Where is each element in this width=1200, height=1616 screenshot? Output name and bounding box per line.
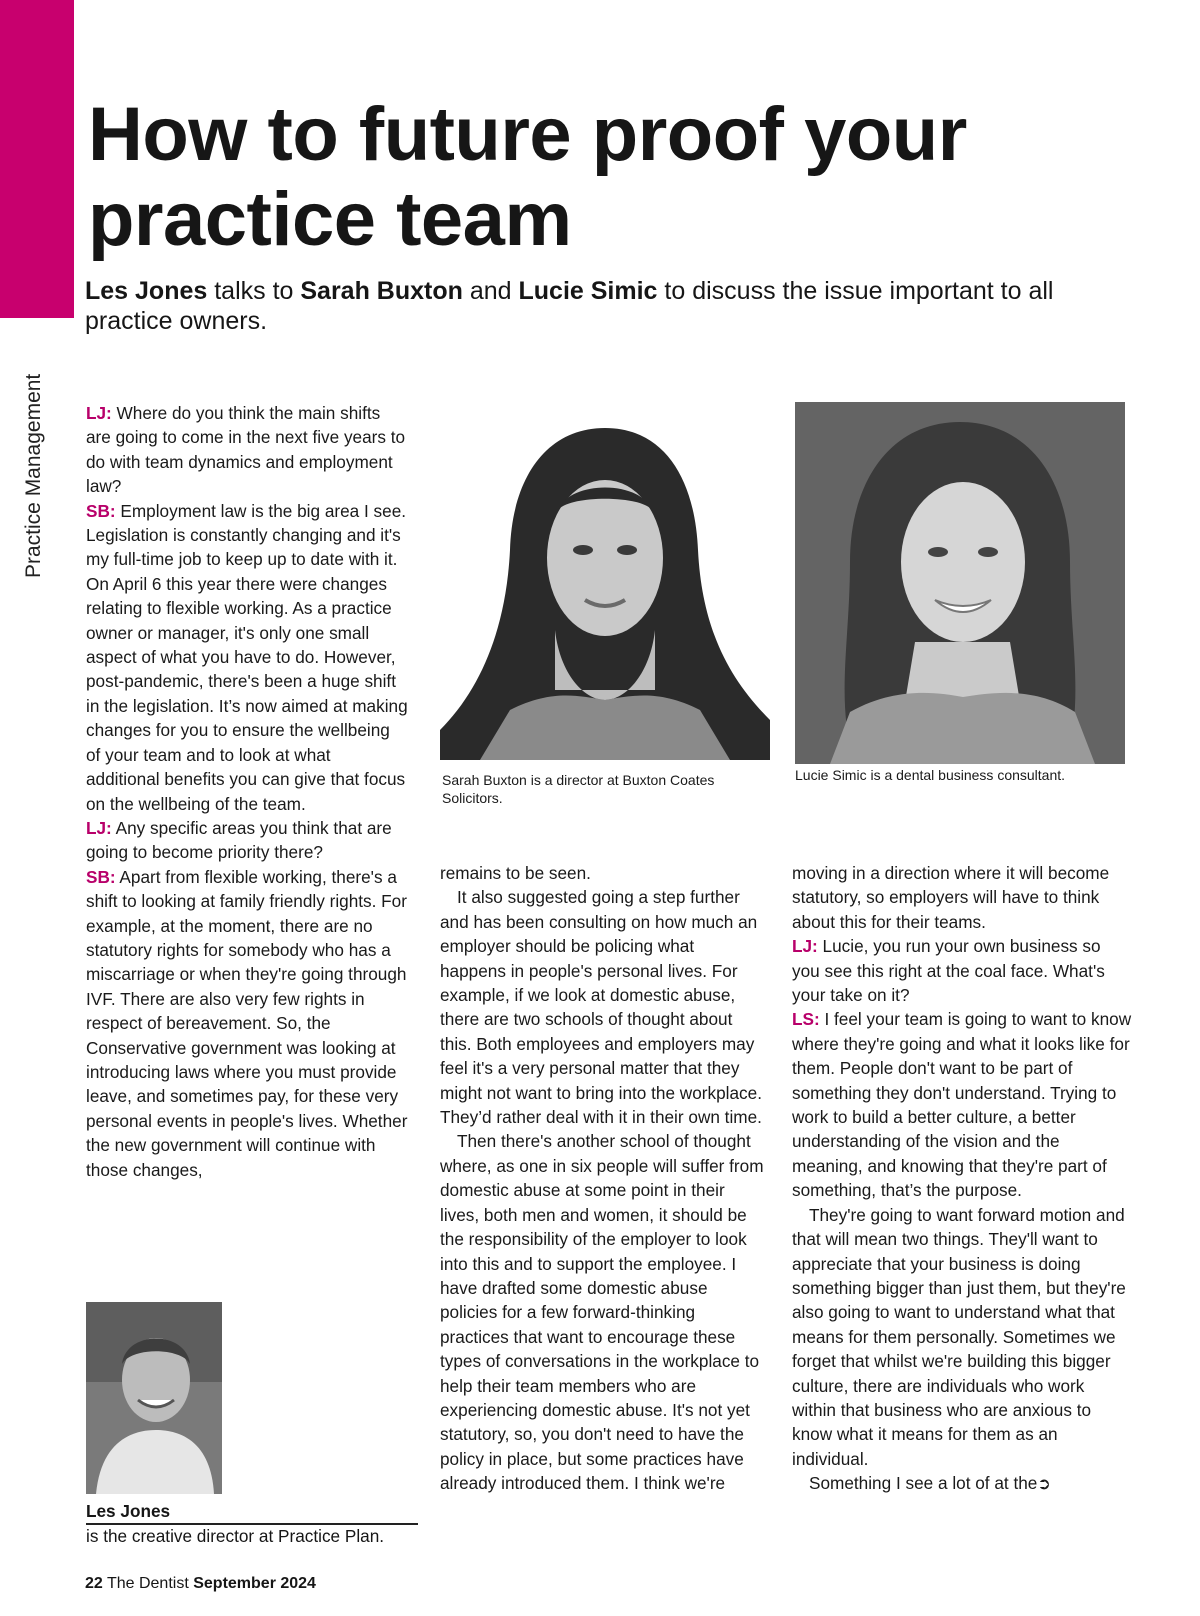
article-column-1 (86, 401, 408, 1182)
qa-paragraph (86, 401, 408, 499)
paragraph: Then there's another school of thought where, as one in six people will suffer from domestic abuse at some point in their lives, both men and women, it should be the responsibility of the employer to look into this and to support the employee. I have drafted some domestic abuse policies for a few forward-thinking practices that want to encourage these types of conversations in the workplace to help their team members who are experiencing domestic abuse. It's not yet statutory, so, you don't need to have the policy in place, but some practices have already introduced them. I think we're (440, 1131, 764, 1494)
article-column-3 (792, 861, 1132, 1498)
article-title: How to future proof your practice team (88, 92, 967, 262)
standfirst-name-les: Les Jones (85, 277, 208, 305)
page-footer (85, 1575, 316, 1593)
qa-paragraph (86, 499, 408, 816)
paragraph-text: Lucie, you run your own business so you see this right at the coal face. What's your take on it? (792, 936, 1105, 1006)
standfirst (85, 276, 1105, 336)
paragraph: remains to be seen. (440, 863, 591, 883)
paragraph-text: Where do you think the main shifts are going to come in the next five years to do with team dynamics and employment law? (86, 403, 406, 497)
lucie-simic-photo (795, 402, 1125, 764)
standfirst-name-sarah: Sarah Buxton (300, 277, 463, 305)
speaker-label: LJ: (86, 403, 112, 423)
paragraph-text: Employment law is the big area I see. Legislation is constantly changing and it's my full-time job to keep up to date with it. On April 6 this year there were changes relating to flexible working. As a practice owner or manager, it's only one small aspect of what you have to do. However, post-pandemic, there's been a huge shift in the legislation. It’s now aimed at making changes for you to ensure the wellbeing of your team and to look at what additional benefits you can give that focus on the wellbeing of the team. (86, 500, 408, 814)
qa-paragraph (792, 934, 1132, 1007)
sarah-buxton-caption: Sarah Buxton is a director at Buxton Coates Solicitors. (442, 772, 715, 806)
publication-name: The Dentist (102, 1575, 194, 1592)
continue-arrow-icon: ➲ (1037, 1476, 1051, 1494)
page-number: 22 (85, 1575, 103, 1592)
section-accent-bar (0, 0, 74, 318)
qa-paragraph (792, 1007, 1132, 1202)
author-name: Les Jones (86, 1501, 171, 1521)
paragraph: moving in a direction where it will become statutory, so employers will have to think about this for their teams. (792, 863, 1110, 932)
lucie-simic-caption: Lucie Simic is a dental business consultant. (795, 767, 1066, 783)
article-column-2 (440, 861, 764, 1496)
speaker-label: SB: (86, 866, 116, 887)
paragraph (792, 1471, 1132, 1497)
author-box (86, 1500, 418, 1547)
paragraph-text: Any specific areas you think that are going to become priority there? (86, 817, 392, 863)
paragraph: They're going to want forward motion and that will mean two things. They'll want to appreciate that your business is doing something bigger than just them, but they're also going to want to understand what that means for them personally. Sometimes we forget that whilst we're building this bigger culture, there are individuals who work within that business who are anxious to know what it means for them as an individual. (792, 1204, 1126, 1469)
les-jones-photo (86, 1302, 222, 1494)
author-role: is the creative director at Practice Plan. (86, 1526, 385, 1546)
speaker-label: LJ: (86, 817, 112, 838)
issue-date: September 2024 (193, 1575, 316, 1592)
paragraph-text: I feel your team is going to want to know where they're going and what it looks like for them. People don't want to be part of something they don't understand. Trying to work to build a better culture, a better understanding of the vision and the meaning, and knowing that they're part of something, that’s the purpose. (792, 1009, 1132, 1201)
standfirst-text: to discuss the issue important to all practice owners. (85, 277, 1054, 335)
speaker-label: SB: (86, 500, 116, 521)
standfirst-text: talks to (207, 277, 301, 305)
speaker-label: LJ: (792, 936, 818, 957)
paragraph-text: Apart from flexible working, there's a shift to looking at family friendly rights. For example, at the moment, there are no statutory rights for somebody who has a miscarriage or when they're going through IVF. There are also very few rights in respect of bereavement. So, the Conservative government was looking at introducing laws where you must provide leave, and sometimes pay, for these very personal events in people's lives. Whether the new government will continue with those changes, (86, 866, 408, 1180)
section-label: Practice Management (22, 373, 45, 578)
paragraph: It also suggested going a step further and has been consulting on how much an employer should be policing what happens in people's personal lives. For example, if we look at domestic abuse, there are two schools of thought about this. Both employees and employers may feel it's a very personal matter that they might not want to bring into the workplace. They’d rather deal with it in their own time. (440, 887, 762, 1128)
qa-paragraph (86, 865, 408, 1182)
paragraph-text: Something I see a lot of at the (809, 1473, 1038, 1494)
speaker-label: LS: (792, 1009, 820, 1030)
standfirst-text: and (462, 277, 519, 305)
qa-paragraph (86, 816, 408, 865)
standfirst-name-lucie: Lucie Simic (518, 277, 658, 305)
sarah-buxton-photo (440, 400, 770, 760)
